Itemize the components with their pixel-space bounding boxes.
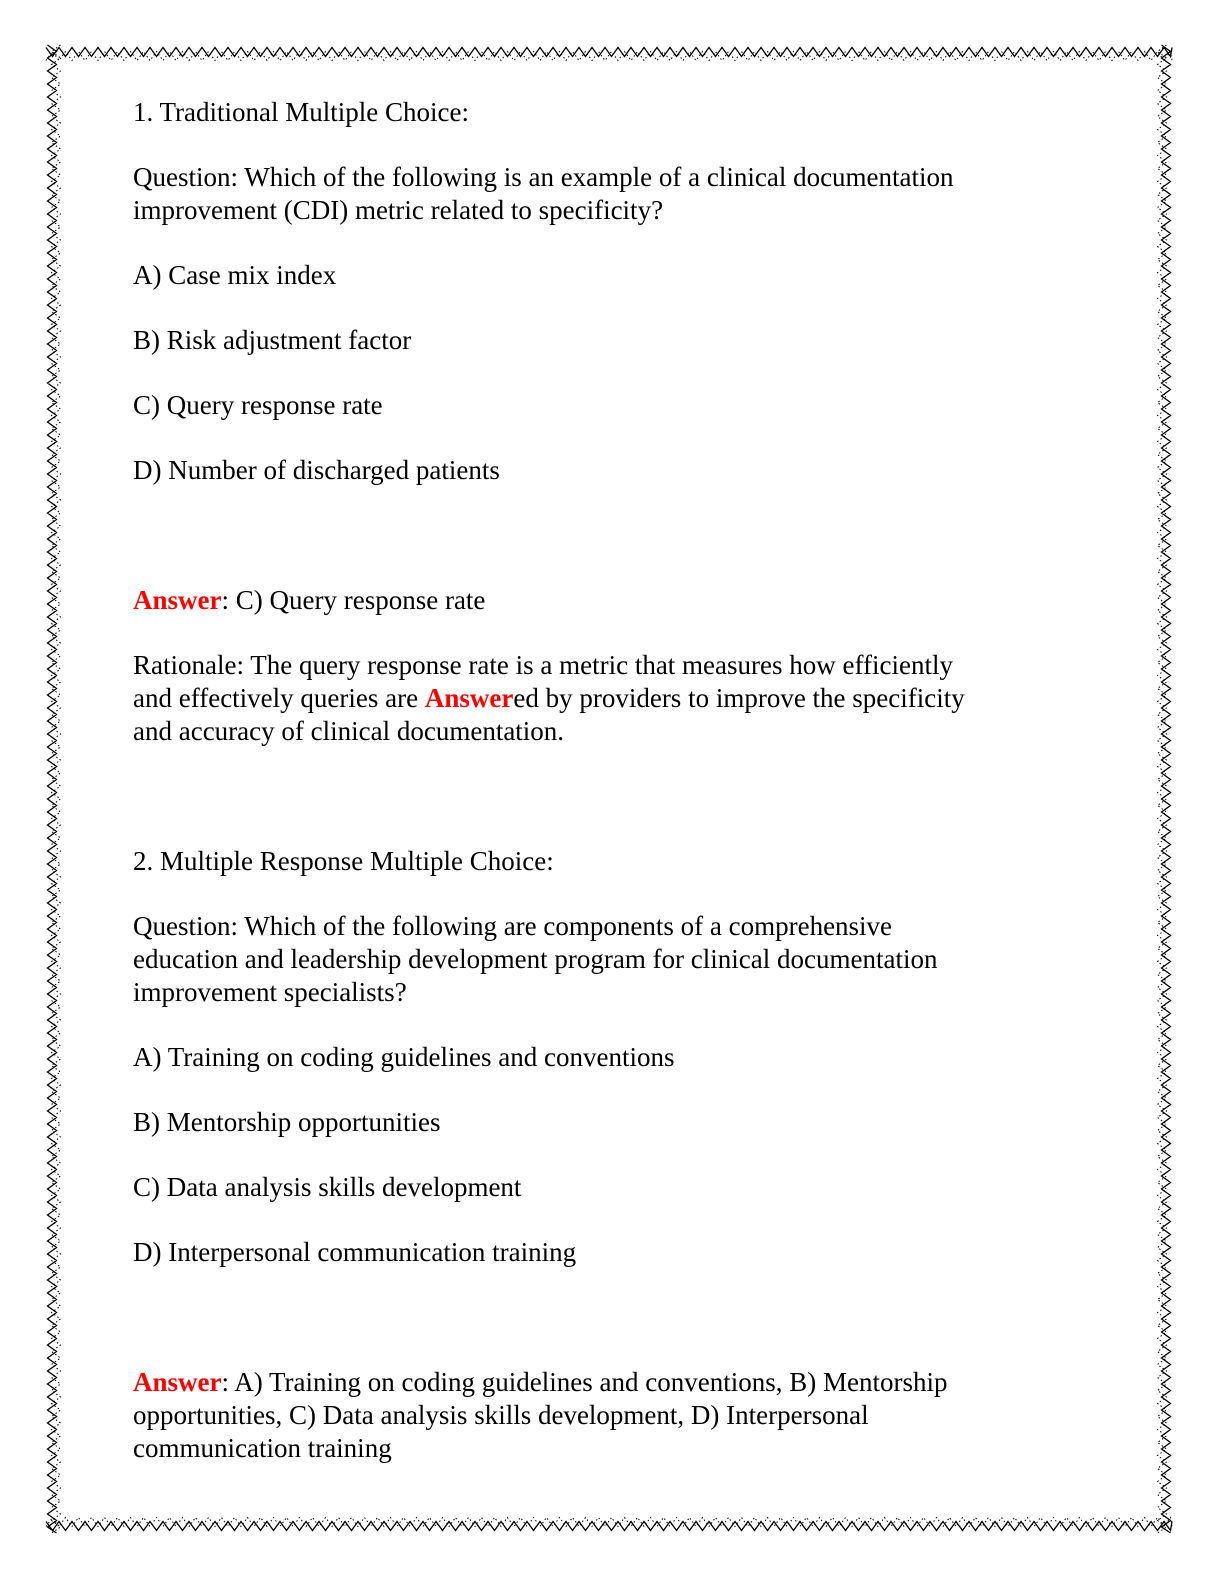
section2-answer <box>133 1366 1123 1465</box>
section1-option-d: D) Number of discharged patients <box>133 455 500 485</box>
question-line: Question: Which of the following is an example of a clinical documentation <box>133 162 954 192</box>
question-line: education and leadership development program for clinical documentation <box>133 944 938 974</box>
answer-line: communication training <box>133 1433 392 1463</box>
question-line: Question: Which of the following are components of a comprehensive <box>133 911 893 941</box>
answer-line <box>133 1366 1123 1399</box>
answer-label: Answer <box>133 585 222 615</box>
section1-question <box>133 161 1123 227</box>
section2-option-a: A) Training on coding guidelines and conventions <box>133 1042 675 1072</box>
answer-text: : A) Training on coding guidelines and conventions, B) Mentorship <box>221 1367 948 1397</box>
section2-option-c: C) Data analysis skills development <box>133 1172 522 1202</box>
rationale-text: and effectively queries are <box>133 683 425 713</box>
section1-option-a: A) Case mix index <box>133 260 337 290</box>
answer-label: Answer <box>133 1367 222 1397</box>
question-line: improvement (CDI) metric related to specificity? <box>133 195 664 225</box>
section1-rationale <box>133 649 1123 748</box>
answer-line: opportunities, C) Data analysis skills development, D) Interpersonal <box>133 1400 869 1430</box>
answer-highlight: Answer <box>424 683 514 713</box>
section2-heading: 2. Multiple Response Multiple Choice: <box>133 846 554 876</box>
section1-option-c: C) Query response rate <box>133 390 383 420</box>
section1-answer <box>133 584 1123 617</box>
rationale-line: Rationale: The query response rate is a metric that measures how efficiently <box>133 650 953 680</box>
answer-text: : C) Query response rate <box>221 585 486 615</box>
rationale-line: and accuracy of clinical documentation. <box>133 716 565 746</box>
question-line: improvement specialists? <box>133 977 407 1007</box>
section2-option-b: B) Mentorship opportunities <box>133 1107 441 1137</box>
document-content <box>133 96 1123 1497</box>
rationale-line <box>133 682 1123 715</box>
section1-heading: 1. Traditional Multiple Choice: <box>133 97 469 127</box>
section1-option-b: B) Risk adjustment factor <box>133 325 412 355</box>
section2-question <box>133 910 1123 1009</box>
section2-option-d: D) Interpersonal communication training <box>133 1237 577 1267</box>
rationale-text: ed by providers to improve the specificity <box>513 683 965 713</box>
